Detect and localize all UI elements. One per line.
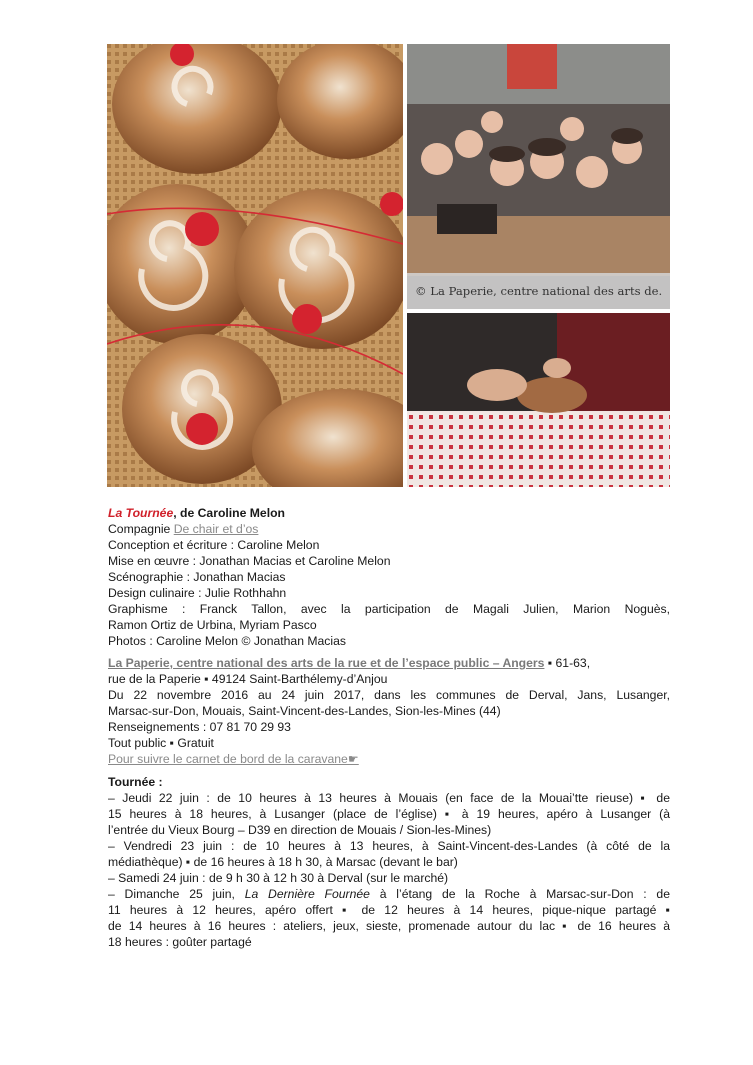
sunday-event-title: La Dernière Fournée (244, 887, 370, 901)
blog-link[interactable]: Pour suivre le carnet de bord de la caravane☛ (108, 752, 359, 766)
credit-line: Mise en œuvre : Jonathan Macias et Caroline Melon (108, 554, 391, 568)
tour-line: 11 heures à 12 heures, apéro offert ▪ de 12 heures à 14 heures, pique-nique partagé ▪ (108, 903, 670, 917)
company-label: Compagnie (108, 522, 174, 536)
photos-credit: Photos : Caroline Melon © Jonathan Macias (108, 634, 346, 648)
venue-line (108, 655, 670, 671)
credits-block (108, 505, 670, 649)
sunday-start: – Dimanche 25 juin, (108, 887, 245, 901)
venue-address-start: ▪ 61-63, (544, 656, 591, 670)
credit-line: Conception et écriture : Caroline Melon (108, 538, 320, 552)
graphisme-line-2: Ramon Ortiz de Urbina, Myriam Pasco (108, 618, 317, 632)
company-link[interactable]: De chair et d’os (173, 522, 259, 536)
show-title-line (108, 505, 670, 521)
venue-link[interactable]: La Paperie, centre national des arts de la rue et de l’espace public – Angers (108, 656, 545, 670)
phone-line: Renseignements : 07 81 70 29 93 (108, 720, 291, 734)
children-photo-graphic (407, 44, 670, 309)
hands-photo-graphic (407, 313, 670, 487)
dates-line: Du 22 novembre 2016 au 24 juin 2017, dans les communes de Derval, Jans, Lusanger, (108, 688, 670, 702)
venue-block (108, 655, 670, 767)
tour-line: médiathèque) ▪ de 16 heures à 18 h 30, à Marsac (devant le bar) (108, 855, 458, 869)
tour-line: – Jeudi 22 juin : de 10 heures à 13 heures à Mouais (en face de la Mouai’tte rieuse) ▪ de (108, 791, 670, 805)
show-author: , de Caroline Melon (173, 506, 285, 520)
venue-address: rue de la Paperie ▪ 49124 Saint-Barthélemy-d’Anjou (108, 672, 388, 686)
show-title: La Tournée (108, 506, 174, 520)
blog-line (108, 751, 670, 767)
audience-line: Tout public ▪ Gratuit (108, 736, 214, 750)
tour-line: – Vendredi 23 juin : de 10 heures à 13 heures, à Saint-Vincent-des-Landes (à côté de la (108, 839, 670, 853)
communes-line: Marsac-sur-Don, Mouais, Saint-Vincent-des-Landes, Sion-les-Mines (44) (108, 704, 501, 718)
tour-line (108, 886, 670, 902)
tour-line: de 14 heures à 16 heures : ateliers, jeux, sieste, promenade autour du lac ▪ de 16 heures à (108, 919, 670, 933)
credit-line: Scénographie : Jonathan Macias (108, 570, 286, 584)
company-line (108, 521, 670, 537)
bread-photo (107, 44, 403, 487)
tour-line: – Samedi 24 juin : de 9 h 30 à 12 h 30 à Derval (sur le marché) (108, 871, 449, 885)
tour-line: 15 heures à 18 heures, à Lusanger (place de l’église) ▪ à 19 heures, apéro à Lusanger (à (108, 807, 670, 821)
graphisme-line: Graphisme : Franck Tallon, avec la participation de Magali Julien, Marion Noguès, (108, 602, 670, 616)
tour-heading: Tournée : (108, 775, 163, 789)
photo-caption: © La Paperie, centre national des arts de. (407, 273, 670, 309)
tour-line: 18 heures : goûter partagé (108, 935, 252, 949)
children-photo (407, 44, 670, 309)
tour-block (108, 774, 670, 950)
tour-line: l’entrée du Vieux Bourg – D39 en direction de Mouais / Sion-les-Mines) (108, 823, 492, 837)
sunday-end: à l’étang de la Roche à Marsac-sur-Don : de (369, 887, 670, 901)
hands-photo (407, 313, 670, 487)
bread-photo-graphic (107, 44, 403, 487)
credit-line: Design culinaire : Julie Rothhahn (108, 586, 287, 600)
